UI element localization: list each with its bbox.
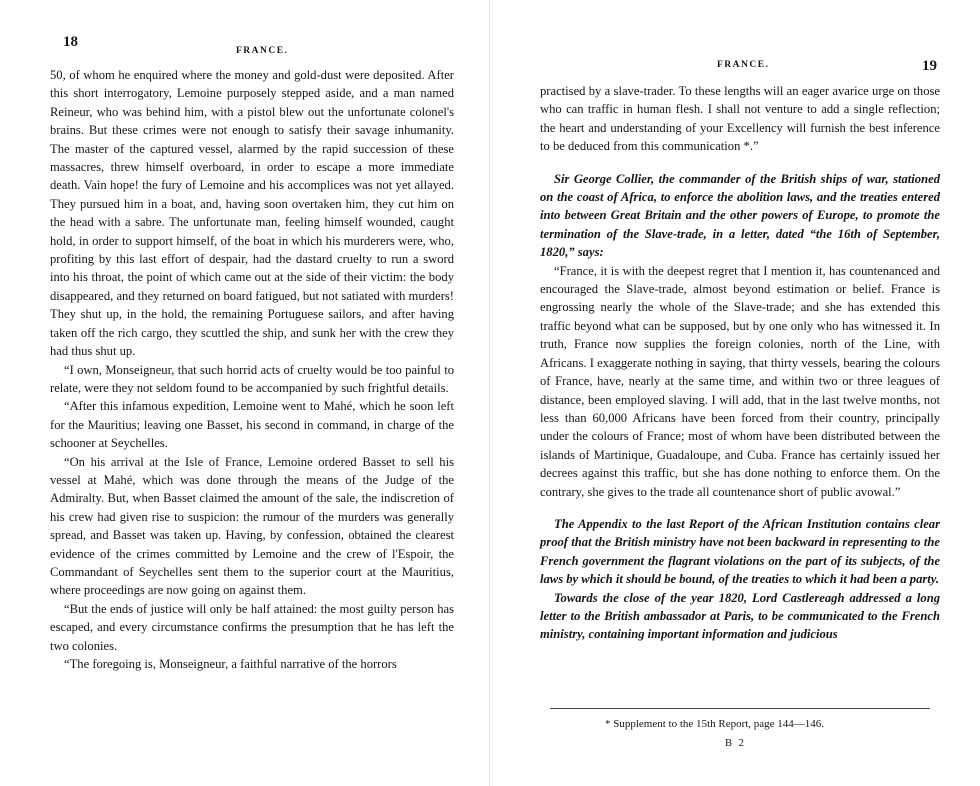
right-paragraph-1: practised by a slave-trader. To these lengths will an eager avarice urge on those who can traffic in human flesh. I shall not venture to add a single reflection; the heart and understanding of your Excellency will furnish the best inference to be deduced from this communication *.” [540,84,940,154]
right-running-head: FRANCE. [717,60,770,70]
right-text-column [540,82,940,644]
right-paragraph-4: The Appendix to the last Report of the African Institution contains clear proof that the British ministry have not been backward in representing to the French government the flagrant violations on the part of its subjects, of the laws by which it should be bound, of the treaties to which it had been a party. [540,516,940,587]
left-paragraph-5: “But the ends of justice will only be half attained: the most guilty person has escaped, and every circumstance confirms the presumption that he has left the two colonies. [50,601,454,653]
left-paragraph-1: 50, of whom he enquired where the money and gold-dust were deposited. After this short interrogatory, Lemoine purposely stepped aside, and a man named Reineur, who was behind him, with a pistol blew out the unfortunate colonel's brains. But these crimes were not enough to satisfy their savage inhumanity. The master of the captured vessel, alarmed by the rapid succession of these massacres, threw himself overboard, in order to escape a more immediate death. Vain hope! the fury of Lemoine and his accomplices was not yet allayed. They pursued him in a boat, and, having soon overtaken him, they cut him on the head with a sabre. The unfortunate man, feeling himself wounded, caught hold, in order to support himself, of the boat in which his murderers were, who, profiting by this last effort of despair, had the dastard cruelty to run a sword into his throat, the point of which came out at the side of their victim: the body disappeared, and they returned on board fatigued, but not satiated with murders! They shut up, in the hold, the remaining Portuguese sailors, and after having taken off the rich cargo, they scuttled the ship, and sunk her with the crew they had thus shut up. [50,68,454,359]
left-paragraph-6: “The foregoing is, Monseigneur, a faithful narrative of the horrors [64,657,397,671]
right-paragraph-2: Sir George Collier, the commander of the British ships of war, stationed on the coast of Africa, to enforce the abolition laws, and the treaties entered into between Great Britain and the other powers of Europe, to promote the termination of the Slave-trade, in a letter, dated “the 16th of September, 1820,” says: [540,171,940,260]
right-page [490,0,980,786]
left-page-number: 18 [63,34,78,50]
footnote-rule [550,708,930,709]
right-paragraph-5: Towards the close of the year 1820, Lord Castlereagh addressed a long letter to the British ambassador at Paris, to be communicated to the French ministry, containing important information and judicious [540,590,940,642]
left-paragraph-2: “I own, Monseigneur, that such horrid acts of cruelty would be too painful to relate, were they not seldom found to be accompanied by such frightful details. [50,362,454,395]
left-paragraph-3: “After this infamous expedition, Lemoine went to Mahé, which he soon left for the Mauritius; leaving one Basset, his second in command, in charge of the schooner at Seychelles. [50,399,454,451]
right-page-number: 19 [922,58,937,74]
left-text-column [50,66,454,673]
footnote: * Supplement to the 15th Report, page 144—146. [605,718,825,730]
left-running-head: FRANCE. [236,46,289,56]
left-paragraph-4: “On his arrival at the Isle of France, Lemoine ordered Basset to sell his vessel at Mahé, which was done through the means of the Judge of the Admiralty. But, when Basset claimed the amount of the sale, the indiscretion of his crew had given rise to suspicion: the rumour of the murders was generally spread, and Basset was taken up. Having, by confession, obtained the clearest evidence of the crimes committed by Lemoine and the crew of l'Espoir, the Commandant of Seychelles sent them to the superior court at the Mauritius, where proceedings are now going on against them. [50,454,454,598]
signature-mark: B 2 [725,738,746,749]
right-paragraph-3: “France, it is with the deepest regret that I mention it, has countenanced and encouraged the Slave-trade, almost beyond estimation or belief. France is engrossing nearly the whole of the Slave-trade; and she has extended this traffic beyond what can be supposed, but by one only who has witnessed it. In truth, France now supplies the foreign colonies, north of the Line, with Africans. I exaggerate nothing in saying, that thirty vessels, bearing the colours of France, have, nearly at the same time, and within two or three leagues of distance, been employed slaving. I will add, that in the last twelve months, not less than 60,000 Africans have been forced from their country, principally under the colours of France; most of whom have been distributed between the islands of Martinique, Guadaloupe, and Cuba. France has certainly issued her decrees against this traffic, but she has done nothing to enforce them. On the contrary, she gives to the trade all countenance short of public avowal.” [540,263,940,499]
